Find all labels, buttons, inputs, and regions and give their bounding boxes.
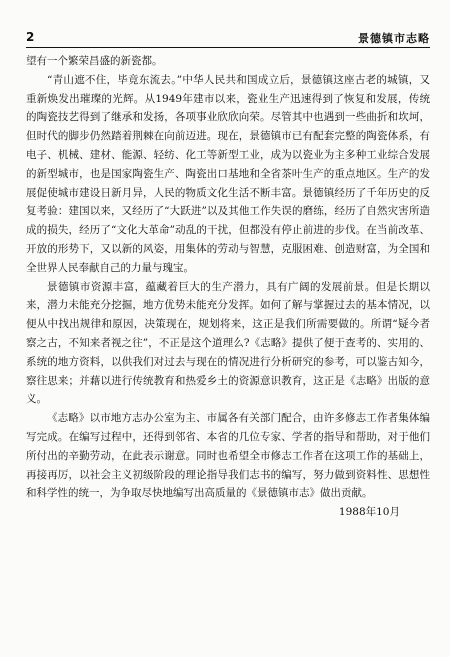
body-text — [26, 52, 430, 522]
paragraph-continuation: 望有一个繁荣昌盛的新瓷都。 — [26, 55, 163, 67]
running-head: 景德镇市志略 — [358, 32, 430, 45]
paragraph: 《志略》以市地方志办公室为主、市属各有关部门配合，由许多修志工作者集体编写完成。在编写过程中，还得到邻省、本省的几位专家、学者的指导和帮助，对于他们所付出的辛勤劳动，在此表示谢意。同时也希望全市修志工作者在这项工作的基础上，再接再厉，以社会主义初级阶段的理论指导我们志书的编写，努力做到资料性、思想性和科学性的统一，为争取尽快地编写出高质量的《景德镇市志》做出贡献。 — [26, 412, 430, 500]
paragraph: 景德镇市资源丰富，蕴藏着巨大的生产潜力，具有广阔的发展前景。但是长期以来，潜力未能充分挖掘，地方优势未能充分发挥。如何了解与掌握过去的基本情况，以便从中找出规律和原因，决策现在，规划将来，这正是我们所需要做的。所谓“疑今者察之古，不知来者视之往”，不正是这个道理么?《志略》提供了便于查考的、实用的、系统的地方资料，以供我们对过去与现在的情况进行分析研究的参考，可以鉴古知今，察往思来；并藉以进行传统教育和热爱乡土的资源意识教育，这正是《志略》出版的意义。 — [26, 280, 430, 406]
header-rule — [26, 47, 430, 48]
page-header — [26, 28, 430, 48]
signature-date: 1988年10月 — [338, 506, 400, 519]
paragraph: “青山遮不住，毕竟东流去。”中华人民共和国成立后，景德镇这座古老的城镇，又重新焕发出璀璨的光辉。从1949年建市以来，瓷业生产迅速得到了恢复和发展，传统的陶瓷技艺得到了继承和发扬，各项事业欣欣向荣。尽管其中也遇到一些曲折和坎坷，但时代的脚步仍然踏着荆棘在向前迈进。现在，景德镇市已有配套完整的陶瓷体系，有电子、机械、建材、能源、轻纺、化工等新型工业，成为以瓷业为主多种工业综合发展的新型城市，也是国家陶瓷生产、陶瓷出口基地和全省茶叶生产的重点地区。生产的发展促使城市建设日新月异，人民的物质文化生活不断丰富。景德镇经历了千年历史的反复考验：建国以来，又经历了“大跃进”以及其他工作失误的磨练，经历了自然灾害所造成的损失，经历了“文化大革命”动乱的干扰，但都没有停止前进的步伐。在当前改革、开放的形势下，又以新的风姿，用集体的劳动与智慧，克服困难、创造财富，为全国和全世界人民奉献自己的力量与瑰宝。 — [26, 73, 430, 274]
page-number: 2 — [26, 30, 35, 44]
